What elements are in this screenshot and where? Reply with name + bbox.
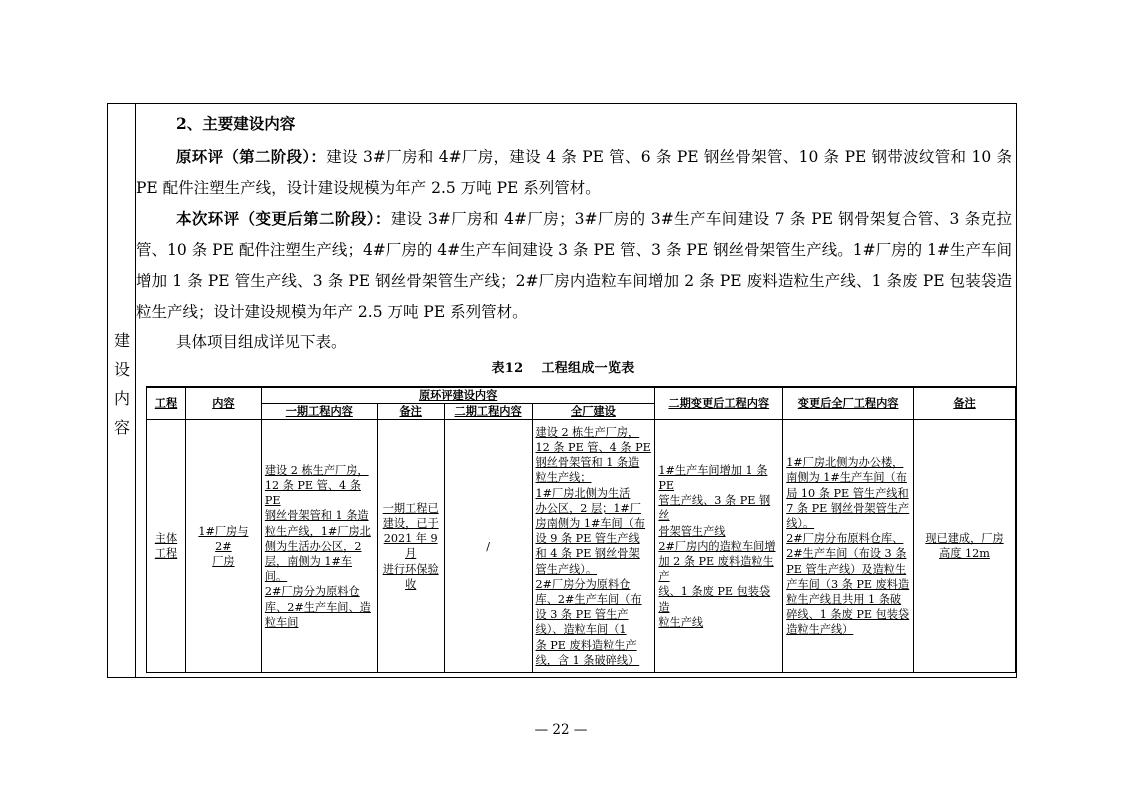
header-changed-whole: 变更后全厂工程内容 — [783, 387, 914, 420]
page-number: — 22 — — [534, 722, 588, 738]
cell-changed-phase2: 1#生产车间增加 1 条 PE 管生产线、3 条 PE 钢丝 骨架管生产线 2#厂房内的造粒车间增 加 2 条 PE 废料造粒生产 线、1 条废 PE 包装袋造 粒生产线 — [655, 420, 783, 673]
header-content: 内容 — [185, 387, 261, 420]
paragraph-changed-label: 本次环评（变更后第二阶段）： — [176, 209, 391, 228]
cell-remark1: 一期工程已 建设，已于 2021 年 9 月 进行环保验 收 — [377, 420, 444, 673]
header-remark1: 备注 — [377, 404, 444, 420]
cell-whole: 建设 2 栋生产厂房， 12 条 PE 管、4 条 PE 钢丝骨架管和 1 条造 粒生产线； 1#厂房北侧为生活 办公区，2 层；1#厂 房南侧为 1#车间（布 设 9 条 PE 管生产线 和 4 条 PE 钢丝骨架 管生产线）。 2#厂房分为原料仓 库、2#生产车间（布 设 3 条 PE 管生产 线）、造粒车间（1 条 PE 废料造粒生产 线，含 1 条破碎线） — [532, 420, 655, 673]
side-label-char: 内 — [113, 389, 130, 408]
table-row — [147, 420, 1016, 673]
paragraph-original-label: 原环评（第二阶段）： — [176, 147, 327, 166]
header-whole: 全厂建设 — [532, 404, 655, 420]
table-caption-number: 表12 — [491, 361, 524, 376]
cell-remark: 现已建成，厂房 高度 12m — [914, 420, 1016, 673]
header-changed-phase2: 二期变更后工程内容 — [655, 387, 783, 420]
cell-project: 主体 工程 — [147, 420, 186, 673]
paragraph-original — [136, 141, 1012, 204]
header-remark: 备注 — [914, 387, 1016, 420]
table-caption — [108, 357, 1018, 376]
side-label — [108, 326, 136, 442]
paragraph-see-table: 具体项目组成详见下表。 — [176, 333, 347, 351]
header-phase1: 一期工程内容 — [261, 404, 377, 420]
cell-phase1: 建设 2 栋生产厂房， 12 条 PE 管、4 条 PE 钢丝骨架管和 1 条造 粒生产线，1#厂房北 侧为生活办公区，2 层，南侧为 1#车间。 2#厂房分为原料仓 库、2#生产车间、造 粒车间 — [261, 420, 377, 673]
paragraph-changed-text: 建设 3#厂房和 4#厂房；3#厂房的 3#生产车间建设 7 条 PE 钢骨架复合管、3 条克拉管、10 条 PE 配件注塑生产线；4#厂房的 4#生产车间建设 3 条 PE 管、3 条 PE 钢丝骨架管生产线。1#厂房的 1#生产车间增加 1 条 PE 管生产线、3 条 PE 钢丝骨架管生产线；2#厂房内造粒车间增加 2 条 PE 废料造粒生产线、1 条废 PE 包装袋造粒生产线；设计建设规模为年产 2.5 万吨 PE 系列管材。 — [136, 210, 1012, 321]
section-heading: 2、主要建设内容 — [176, 114, 296, 133]
side-label-char: 设 — [113, 360, 130, 379]
table-caption-title: 工程组成一览表 — [541, 361, 635, 376]
cell-phase2: / — [444, 420, 532, 673]
header-original-group: 原环评建设内容 — [261, 387, 655, 404]
side-label-char: 建 — [113, 331, 130, 350]
content-frame — [107, 103, 1017, 678]
header-phase2: 二期工程内容 — [444, 404, 532, 420]
cell-changed-whole: 1#厂房北侧为办公楼， 南侧为 1#生产车间（布 局 10 条 PE 管生产线和 7 条 PE 钢丝骨架管生产 线）。 2#厂房分布原料仓库、 2#生产车间（布设 3 条 PE 管生产线）及造粒生 产车间（3 条 PE 废料造 粒生产线且共用 1 条破 碎线、1 条废 PE 包装袋 造粒生产线） — [783, 420, 914, 673]
paragraph-changed — [136, 203, 1012, 328]
cell-content: 1#厂房与 2# 厂房 — [185, 420, 261, 673]
paragraph-original-text: 建设 3#厂房和 4#厂房，建设 4 条 PE 管、6 条 PE 钢丝骨架管、10 条 PE 钢带波纹管和 10 条 PE 配件注塑生产线，设计建设规模为年产 2.5 万吨 PE 系列管材。 — [136, 148, 1012, 197]
project-composition-table — [146, 386, 1016, 673]
header-project: 工程 — [147, 387, 186, 420]
side-label-column — [108, 104, 136, 677]
side-label-char: 容 — [113, 418, 130, 437]
